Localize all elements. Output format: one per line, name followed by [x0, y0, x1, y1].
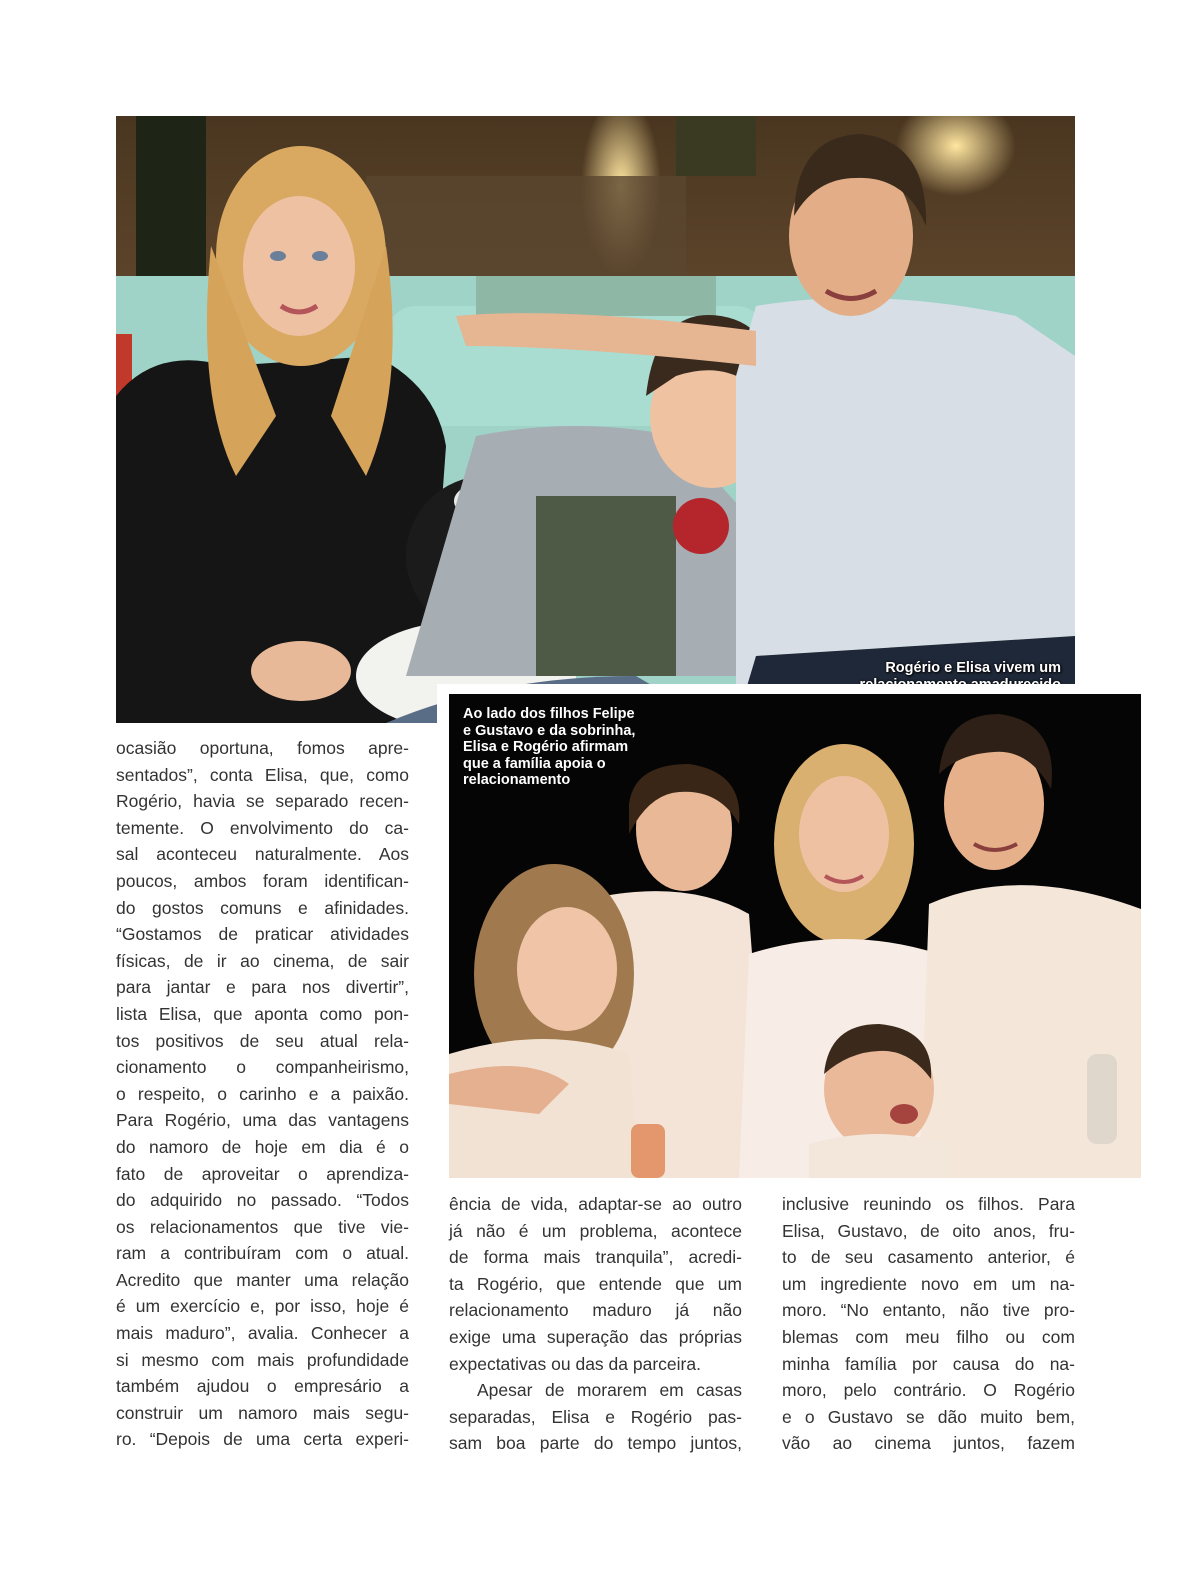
article-column-2: [449, 1191, 742, 1457]
caption-line: relacionamento: [463, 772, 571, 788]
text-line: si mesmo com mais profundidade: [116, 1349, 409, 1370]
text-line: tos positivos de seu atual rela-: [116, 1030, 409, 1051]
text-line: mais maduro”, avalia. Conhecer a: [116, 1323, 409, 1344]
family-sofa-photo: [116, 116, 1075, 723]
text-line: exige uma superação das próprias: [449, 1326, 742, 1347]
text-line: poucos, ambos foram identifican-: [116, 870, 409, 891]
text-line: relacionamento maduro já não: [449, 1300, 742, 1321]
text-line: um ingrediente novo em um na-: [782, 1273, 1075, 1294]
text-line: ência de vida, adaptar-se ao outro: [449, 1194, 742, 1214]
text-line: sam boa parte do tempo juntos,: [449, 1433, 742, 1454]
text-line: inclusive reunindo os filhos. Para: [782, 1194, 1075, 1214]
family-night-photo: [449, 694, 1141, 1178]
text-line: sentados”, conta Elisa, que, como: [116, 764, 409, 785]
text-line: é um exercício e, por isso, hoje é: [116, 1296, 409, 1317]
text-line: vão ao cinema juntos, fazem: [782, 1433, 1075, 1454]
text-line: os relacionamentos que tive vie-: [116, 1216, 409, 1237]
text-line: Apesar de morarem em casas: [477, 1380, 742, 1401]
text-line: ram a contribuíram com o atual.: [116, 1243, 409, 1264]
text-line: já não é um problema, acontece: [449, 1220, 742, 1241]
text-line: também ajudou o empresário a: [116, 1376, 409, 1397]
article-column-3: [782, 1191, 1075, 1457]
text-line: temente. O envolvimento do ca-: [116, 817, 409, 838]
text-line: cionamento o companheirismo,: [116, 1057, 409, 1078]
text-line: construir um namoro mais segu-: [116, 1402, 409, 1423]
text-line: ocasião oportuna, fomos apre-: [116, 738, 409, 758]
text-line: o respeito, o carinho e a paixão.: [116, 1083, 409, 1104]
text-line: e o Gustavo se dão muito bem,: [782, 1406, 1075, 1427]
text-line: do gostos comuns e afinidades.: [116, 897, 409, 918]
text-line: Acredito que manter uma relação: [116, 1269, 409, 1290]
text-line: do namoro de hoje em dia é o: [116, 1136, 409, 1157]
text-line: fato de aproveitar o aprendiza-: [116, 1163, 409, 1184]
text-line: sal aconteceu naturalmente. Aos: [116, 844, 409, 865]
text-line: lista Elisa, que aponta como pon-: [116, 1003, 409, 1024]
text-line: Rogério, havia se separado recen-: [116, 791, 409, 812]
text-line: “Gostamos de praticar atividades: [116, 924, 409, 945]
caption-line: Ao lado dos filhos Felipe: [463, 706, 635, 722]
caption-line: que a família apoia o: [463, 755, 606, 772]
text-line: blemas com meu filho ou com: [782, 1326, 1075, 1347]
family-sofa-illustration: [116, 116, 1075, 723]
text-line: Para Rogério, uma das vantagens: [116, 1110, 409, 1131]
text-line: ta Rogério, que entende que um: [449, 1273, 742, 1294]
text-line: Elisa, Gustavo, de oito anos, fru-: [782, 1220, 1075, 1241]
text-line: to de seu casamento anterior, é: [782, 1247, 1075, 1268]
text-line: minha família por causa do na-: [782, 1353, 1075, 1374]
text-line: ro. “Depois de uma certa experi-: [116, 1429, 409, 1450]
caption-line: Elisa e Rogério afirmam: [463, 739, 629, 755]
caption-line: e Gustavo e da sobrinha,: [463, 722, 636, 739]
photo-caption-bottom: [463, 706, 673, 789]
text-line: físicas, de ir ao cinema, de sair: [116, 950, 409, 971]
article-column-1: [116, 735, 409, 1453]
text-line: moro. “No entanto, não tive pro-: [782, 1300, 1075, 1321]
text-line: de forma mais tranquila”, acredi-: [449, 1247, 742, 1268]
caption-line: Rogério e Elisa vivem um: [885, 660, 1061, 676]
text-line: expectativas ou das da parceira.: [449, 1353, 701, 1374]
text-line: moro, pelo contrário. O Rogério: [782, 1380, 1075, 1401]
text-line: para jantar e para nos divertir”,: [116, 977, 409, 998]
text-line: separadas, Elisa e Rogério pas-: [449, 1406, 742, 1427]
text-line: do adquirido no passado. “Todos: [116, 1190, 409, 1211]
